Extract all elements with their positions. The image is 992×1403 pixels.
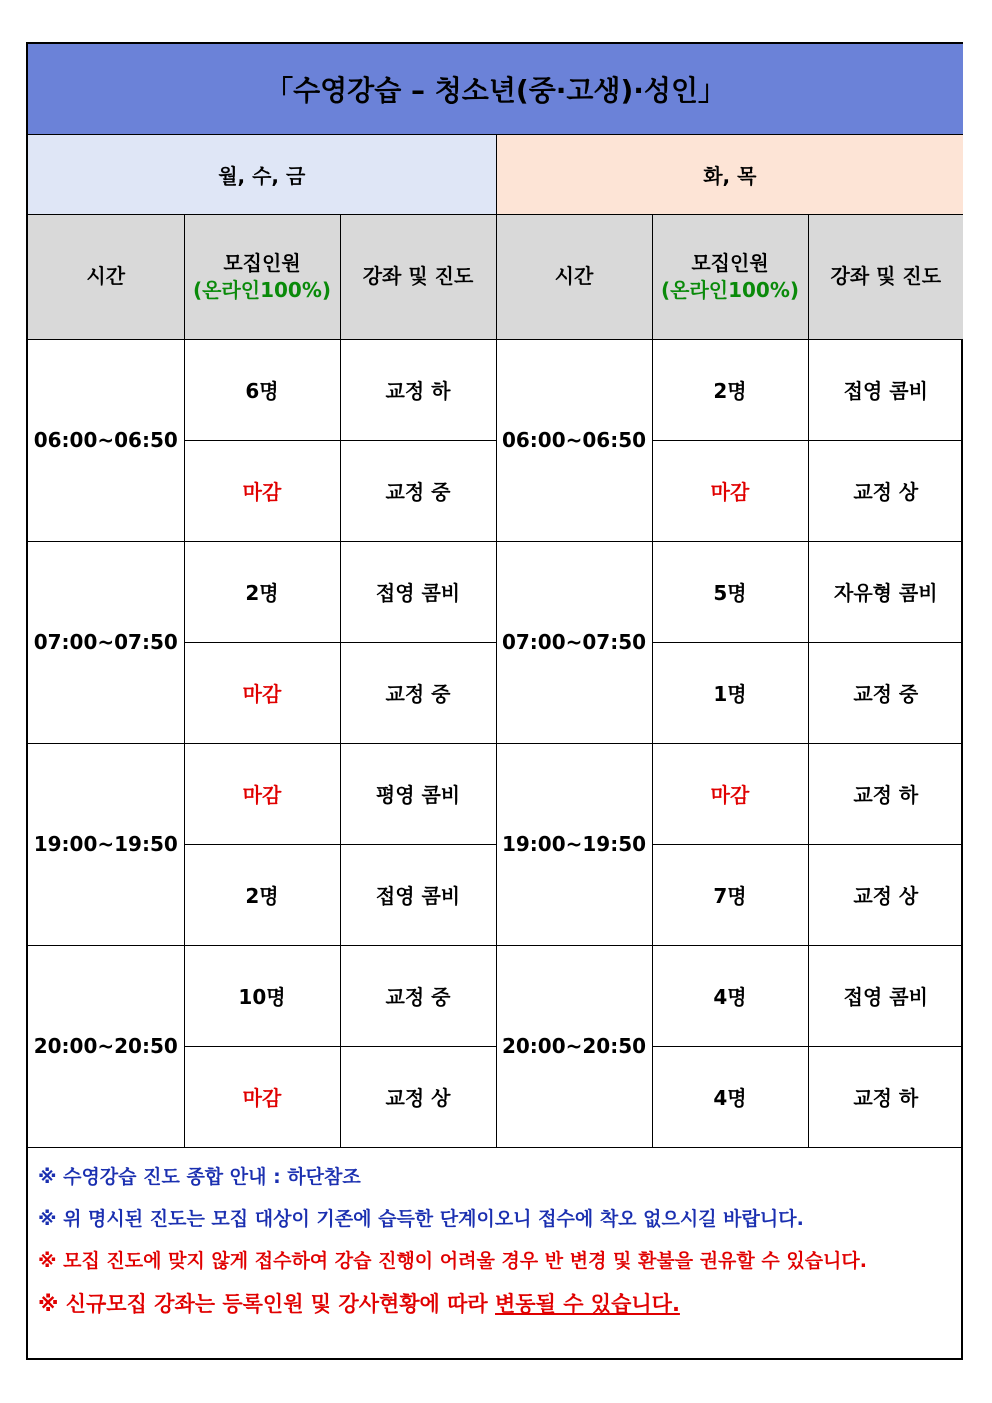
table-row <box>28 541 963 642</box>
recruit-count-right: 4명 <box>652 945 808 1046</box>
header-course-left: 강좌 및 진도 <box>340 214 496 339</box>
recruit-count-right: 2명 <box>652 339 808 440</box>
header-time-right: 시간 <box>496 214 652 339</box>
header-recruit-left <box>184 214 340 339</box>
course-cell-right: 교정 상 <box>808 844 963 945</box>
recruit-count-right: 4명 <box>652 1046 808 1147</box>
header-recruit-label: 모집인원 <box>691 250 769 275</box>
header-recruit-online: (온라인100%) <box>660 277 800 302</box>
course-cell-left: 교정 중 <box>340 945 496 1046</box>
recruit-count-right: 1명 <box>652 642 808 743</box>
course-cell-right: 접영 콤비 <box>808 945 963 1046</box>
course-cell-right: 자유형 콤비 <box>808 541 963 642</box>
header-time-left: 시간 <box>28 214 184 339</box>
table-row <box>28 339 963 440</box>
time-cell-right: 20:00~20:50 <box>496 945 652 1147</box>
time-cell-right: 06:00~06:50 <box>496 339 652 541</box>
header-recruit-label: 모집인원 <box>223 250 301 275</box>
recruit-count-right: 마감 <box>652 440 808 541</box>
page-title: 「수영강습 – 청소년(중·고생)·성인」 <box>28 44 963 134</box>
course-cell-left: 평영 콤비 <box>340 743 496 844</box>
recruit-count-left: 2명 <box>184 541 340 642</box>
header-recruit-online: (온라인100%) <box>192 277 332 302</box>
recruit-count-right: 5명 <box>652 541 808 642</box>
course-cell-right: 교정 상 <box>808 440 963 541</box>
header-recruit-right <box>652 214 808 339</box>
course-cell-right: 교정 하 <box>808 1046 963 1147</box>
recruit-count-left: 마감 <box>184 440 340 541</box>
recruit-count-left: 마감 <box>184 642 340 743</box>
schedule-body <box>28 339 963 1147</box>
day-group-tue-thu: 화, 목 <box>496 134 963 214</box>
time-cell-left: 07:00~07:50 <box>28 541 184 743</box>
recruit-count-left: 마감 <box>184 743 340 844</box>
course-cell-left: 교정 중 <box>340 440 496 541</box>
schedule-sheet <box>26 42 963 1360</box>
recruit-count-right: 7명 <box>652 844 808 945</box>
note-progress-guide: ※ 수영강습 진도 종합 안내 : 하단참조 <box>38 1166 361 1188</box>
course-cell-right: 교정 하 <box>808 743 963 844</box>
course-cell-right: 접영 콤비 <box>808 339 963 440</box>
course-cell-right: 교정 중 <box>808 642 963 743</box>
note-schedule-change-underlined: 변동될 수 있습니다. <box>495 1292 680 1316</box>
day-group-mon-wed-fri: 월, 수, 금 <box>28 134 496 214</box>
time-cell-right: 07:00~07:50 <box>496 541 652 743</box>
course-cell-left: 교정 상 <box>340 1046 496 1147</box>
course-cell-left: 교정 하 <box>340 339 496 440</box>
time-cell-right: 19:00~19:50 <box>496 743 652 945</box>
recruit-count-right: 마감 <box>652 743 808 844</box>
course-cell-left: 접영 콤비 <box>340 844 496 945</box>
course-cell-left: 접영 콤비 <box>340 541 496 642</box>
recruit-count-left: 마감 <box>184 1046 340 1147</box>
time-cell-left: 20:00~20:50 <box>28 945 184 1147</box>
note-schedule-change <box>38 1288 680 1318</box>
header-course-right: 강좌 및 진도 <box>808 214 963 339</box>
table-row <box>28 945 963 1046</box>
course-cell-left: 교정 중 <box>340 642 496 743</box>
note-progress-warning: ※ 위 명시된 진도는 모집 대상이 기존에 습득한 단계이오니 접수에 착오 없으시길 바랍니다. <box>38 1208 804 1230</box>
recruit-count-left: 10명 <box>184 945 340 1046</box>
note-refund-policy: ※ 모집 진도에 맞지 않게 접수하여 강습 진행이 어려울 경우 반 변경 및 환불을 권유할 수 있습니다. <box>38 1250 867 1272</box>
time-cell-left: 19:00~19:50 <box>28 743 184 945</box>
recruit-count-left: 2명 <box>184 844 340 945</box>
time-cell-left: 06:00~06:50 <box>28 339 184 541</box>
note-schedule-change-text: ※ 신규모집 강좌는 등록인원 및 강사현황에 따라 <box>38 1292 488 1316</box>
schedule-table <box>28 44 963 1148</box>
table-row <box>28 743 963 844</box>
recruit-count-left: 6명 <box>184 339 340 440</box>
